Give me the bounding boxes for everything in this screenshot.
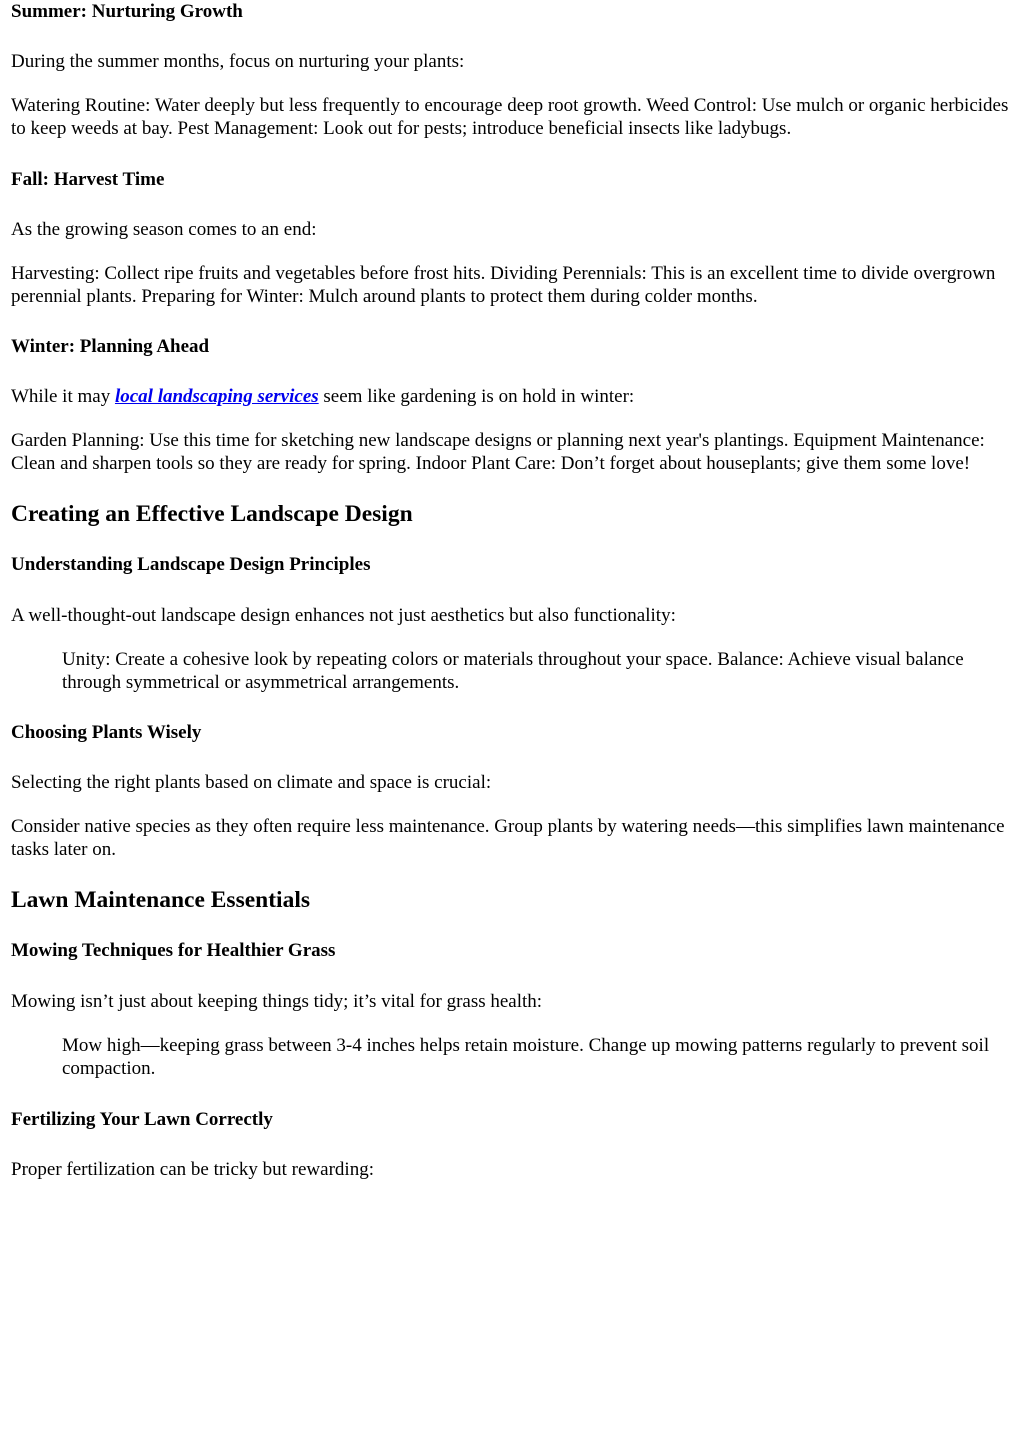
principles-heading: Understanding Landscape Design Principles [11, 554, 371, 575]
fertilizing-intro: Proper fertilization can be tricky but rewarding: [11, 1159, 374, 1180]
plants-body: Consider native species as they often require less maintenance. Group plants by watering needs—this simplifies lawn maintenance tasks later on. [11, 816, 1005, 860]
summer-heading: Summer: Nurturing Growth [11, 1, 243, 22]
winter-intro [11, 385, 1013, 408]
design-heading: Creating an Effective Landscape Design [11, 501, 413, 527]
principles-intro: A well-thought-out landscape design enhances not just aesthetics but also functionality: [11, 605, 676, 626]
winter-intro-end: seem like gardening is on hold in winter: [318, 386, 635, 407]
fall-heading: Fall: Harvest Time [11, 169, 165, 190]
local-landscaping-link[interactable]: local landscaping services [114, 386, 319, 407]
principles-quote: Unity: Create a cohesive look by repeating colors or materials throughout your space. Balance: Achieve visual balance through symmetrical or asymmetrical arrangements. [62, 649, 964, 693]
fertilizing-heading: Fertilizing Your Lawn Correctly [11, 1109, 273, 1130]
plants-heading: Choosing Plants Wisely [11, 722, 202, 743]
mowing-quote: Mow high—keeping grass between 3-4 inches helps retain moisture. Change up mowing patterns regularly to prevent soil compaction. [62, 1035, 990, 1079]
summer-body: Watering Routine: Water deeply but less frequently to encourage deep root growth. Weed Control: Use mulch or organic herbicides to keep weeds at bay. Pest Management: Look out for pests; introduce beneficial insects like ladybugs. [11, 95, 1009, 139]
fall-intro: As the growing season comes to an end: [11, 219, 317, 240]
mowing-intro: Mowing isn’t just about keeping things tidy; it’s vital for grass health: [11, 991, 543, 1012]
winter-heading: Winter: Planning Ahead [11, 336, 210, 357]
fall-body: Harvesting: Collect ripe fruits and vegetables before frost hits. Dividing Perennials: This is an excellent time to divide overgrown perennial plants. Preparing for Winter: Mulch around plants to protect them during colder months. [11, 263, 996, 307]
lawn-heading: Lawn Maintenance Essentials [11, 887, 310, 913]
mowing-heading: Mowing Techniques for Healthier Grass [11, 940, 336, 961]
winter-intro-start: While it may [11, 386, 115, 407]
summer-intro: During the summer months, focus on nurturing your plants: [11, 51, 465, 72]
winter-body: Garden Planning: Use this time for sketching new landscape designs or planning next year's plantings. Equipment Maintenance: Clean and sharpen tools so they are ready for spring. Indoor Plant Care: Don’t forget about houseplants; give them some love! [11, 430, 985, 474]
plants-intro: Selecting the right plants based on climate and space is crucial: [11, 772, 492, 793]
